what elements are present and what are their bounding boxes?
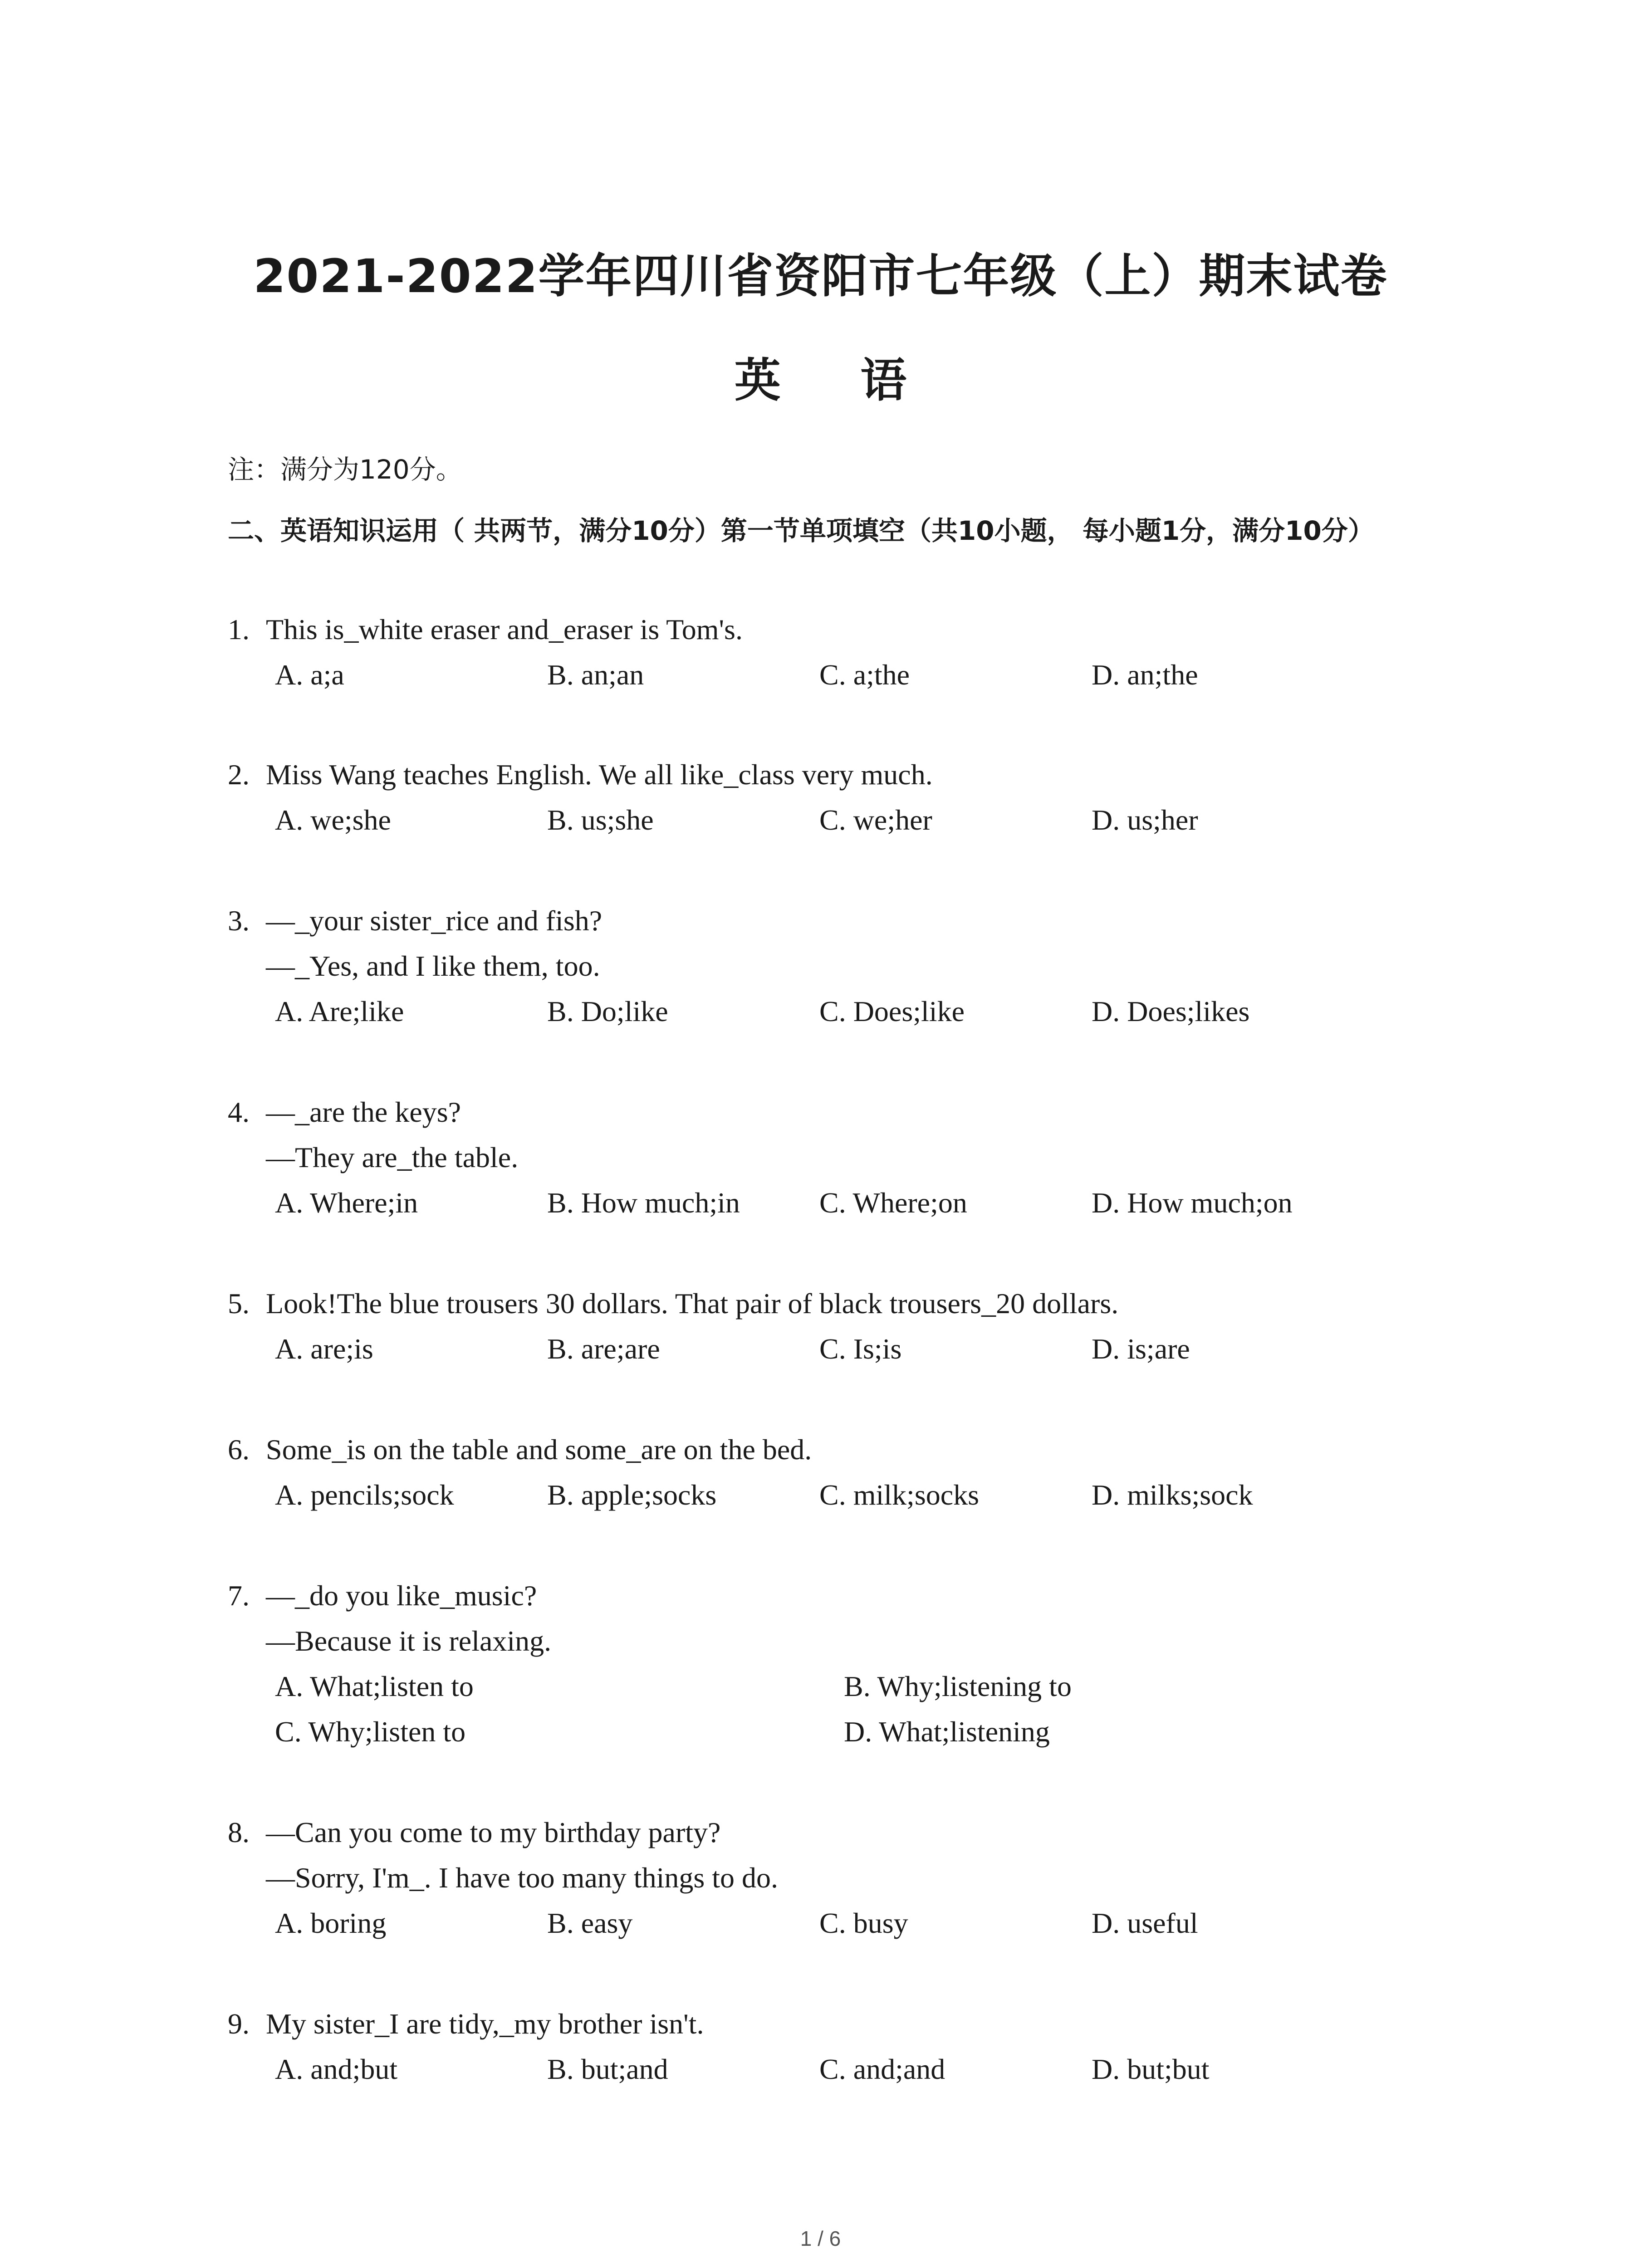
page-title: 2021-2022学年四川省资阳市七年级（上）期末试卷: [253, 249, 1388, 303]
question-number: 6.: [228, 1433, 250, 1466]
question-stem-line-2: —_Yes, and I like them, too.: [266, 950, 600, 982]
section-heading: 二、英语知识运用（ 共两节，满分10分）第一节单项填空（共10小题， 每小题1分，满分10分）: [228, 515, 1374, 546]
question-stem: Some_is on the table and some_are on the bed.: [266, 1433, 812, 1466]
question-stem: My sister_I are tidy,_my brother isn't.: [266, 2008, 704, 2040]
option-b: B. Do;like: [547, 995, 668, 1027]
option-c: C. Is;is: [819, 1333, 902, 1365]
option-a: A. Are;like: [275, 995, 404, 1027]
option-a: A. and;but: [275, 2053, 398, 2085]
option-b: B. but;and: [547, 2053, 668, 2085]
option-c: C. and;and: [819, 2053, 945, 2085]
page-number: 1 / 6: [800, 2227, 841, 2250]
option-c: C. Why;listen to: [275, 1716, 466, 1748]
question-stem: Look!The blue trousers 30 dollars. That pair of black trousers_20 dollars.: [266, 1287, 1119, 1320]
question-stem: —Can you come to my birthday party?: [266, 1816, 721, 1848]
option-d: D. useful: [1092, 1907, 1198, 1939]
option-c: C. busy: [819, 1907, 908, 1939]
question-number: 8.: [228, 1816, 250, 1848]
option-a: A. What;listen to: [275, 1670, 474, 1702]
option-d: D. but;but: [1092, 2053, 1210, 2085]
option-c: C. Does;like: [819, 995, 965, 1027]
question-stem: —_do you like_music?: [266, 1579, 537, 1612]
question-number: 1.: [228, 613, 250, 645]
option-c: C. milk;socks: [819, 1479, 980, 1511]
question-stem: —_are the keys?: [266, 1096, 461, 1128]
option-b: B. easy: [547, 1907, 633, 1939]
option-d: D. is;are: [1092, 1333, 1190, 1365]
option-a: A. boring: [275, 1907, 387, 1939]
option-a: A. are;is: [275, 1333, 373, 1365]
option-a: A. Where;in: [275, 1187, 418, 1219]
option-c: C. Where;on: [819, 1187, 967, 1219]
question-number: 7.: [228, 1579, 250, 1612]
option-b: B. are;are: [547, 1333, 660, 1365]
question-number: 5.: [228, 1287, 250, 1320]
question-stem: This is_white eraser and_eraser is Tom's.: [266, 613, 743, 645]
question-number: 9.: [228, 2008, 250, 2040]
option-b: B. us;she: [547, 804, 654, 836]
option-c: C. we;her: [819, 804, 932, 836]
option-a: A. a;a: [275, 659, 344, 691]
question-number: 2.: [228, 758, 250, 791]
option-b: B. Why;listening to: [844, 1670, 1072, 1702]
option-d: D. How much;on: [1092, 1187, 1293, 1219]
score-note: 注：满分为120分。: [228, 454, 462, 485]
option-d: D. milks;sock: [1092, 1479, 1253, 1511]
question-number: 3.: [228, 904, 250, 937]
option-d: D. an;the: [1092, 659, 1198, 691]
option-d: D. Does;likes: [1092, 995, 1250, 1027]
option-d: D. What;listening: [844, 1716, 1050, 1748]
option-c: C. a;the: [819, 659, 910, 691]
subject-title: 英 语: [734, 354, 939, 408]
question-stem-line-2: —Sorry, I'm_. I have too many things to do.: [266, 1862, 779, 1894]
question-stem-line-2: —They are_the table.: [266, 1141, 519, 1173]
question-number: 4.: [228, 1096, 250, 1128]
question-stem-line-2: —Because it is relaxing.: [266, 1625, 552, 1657]
option-a: A. pencils;sock: [275, 1479, 454, 1511]
option-a: A. we;she: [275, 804, 391, 836]
question-stem: Miss Wang teaches English. We all like_class very much.: [266, 758, 933, 791]
option-d: D. us;her: [1092, 804, 1198, 836]
option-b: B. an;an: [547, 659, 644, 691]
option-b: B. How much;in: [547, 1187, 740, 1219]
question-stem: —_your sister_rice and fish?: [266, 904, 603, 937]
option-b: B. apple;socks: [547, 1479, 717, 1511]
